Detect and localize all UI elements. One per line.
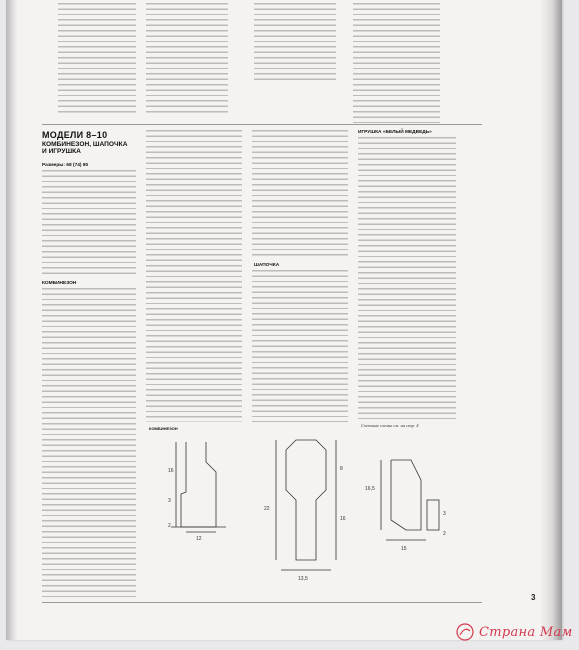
diagram-num-b2: 16 xyxy=(340,516,346,522)
model-subtitle: КОМБИНЕЗОН, ШАПОЧКА И ИГРУШКА xyxy=(42,141,128,155)
text-column-top-3 xyxy=(254,3,336,83)
section-title: МОДЕЛИ 8–10 xyxy=(42,130,108,140)
diagram-label-overalls: КОМБИНЕЗОН xyxy=(149,426,178,431)
watermark-text: Страна Мам xyxy=(479,625,573,640)
diagram-num-b1: 8 xyxy=(340,466,343,472)
hat-pattern-diagram xyxy=(256,430,356,590)
text-column-3b xyxy=(252,270,348,422)
diagram-num-a2: 3 xyxy=(168,498,171,504)
stork-logo-icon xyxy=(454,621,476,643)
text-column-top-1 xyxy=(58,3,136,113)
diagram-num-b4: 22 xyxy=(264,506,270,512)
text-column-top-2 xyxy=(146,3,228,115)
text-column-2 xyxy=(146,130,242,422)
diagram-num-c4: 2 xyxy=(443,531,446,537)
text-column-3 xyxy=(252,130,348,258)
diagram-num-c3: 3 xyxy=(443,511,446,517)
diagram-num-a4: 2 xyxy=(168,523,171,529)
scanned-page xyxy=(6,0,562,640)
overalls-pattern-diagram xyxy=(146,432,246,572)
diagram-num-b3: 13,5 xyxy=(298,576,308,582)
bottom-rule xyxy=(42,602,482,603)
hat-heading: ШАПОЧКА xyxy=(254,263,280,268)
toy-pattern-diagram xyxy=(361,440,461,580)
overalls-heading: КОМБИНЕЗОН xyxy=(42,281,77,286)
text-column-1 xyxy=(42,170,136,278)
diagram-num-a1: 16 xyxy=(168,468,174,474)
diagram-num-c1: 16,5 xyxy=(365,486,375,492)
diagram-num-a3: 12 xyxy=(196,536,202,542)
schemes-reference: Счетные схемы см. на стр. 4 xyxy=(361,423,419,428)
text-column-4 xyxy=(358,137,456,419)
toy-heading: ИГРУШКА «БЕЛЫЙ МЕДВЕДЬ» xyxy=(358,130,432,135)
sizes-line: Размеры: 68 (74) 80 xyxy=(42,163,89,168)
text-column-top-4 xyxy=(353,3,440,123)
diagram-num-c2: 15 xyxy=(401,546,407,552)
binding-shadow xyxy=(540,0,562,640)
page-number: 3 xyxy=(531,593,536,602)
text-column-1b xyxy=(42,288,136,600)
page-spine-shadow xyxy=(6,0,18,640)
section-divider xyxy=(42,124,482,125)
